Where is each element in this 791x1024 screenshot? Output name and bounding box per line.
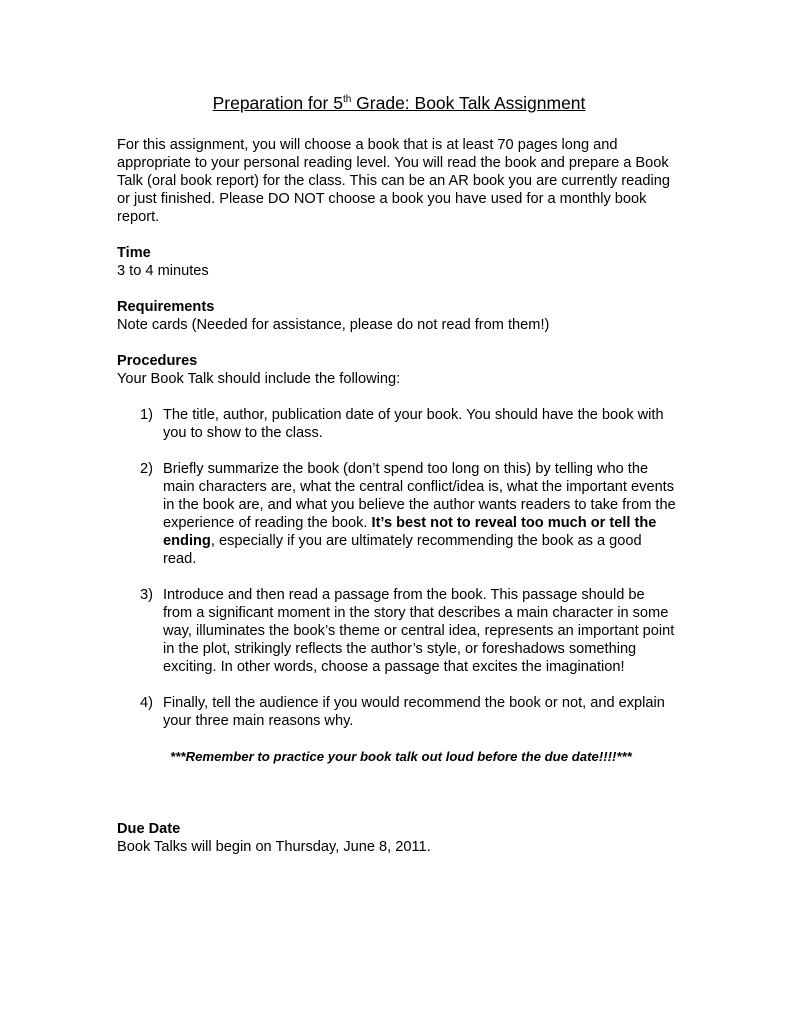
procedures-heading: Procedures bbox=[117, 353, 198, 369]
list-item bbox=[117, 460, 677, 568]
title-superscript: th bbox=[342, 94, 352, 106]
list-item-number: 2) bbox=[140, 461, 153, 477]
intro-paragraph: For this assignment, you will choose a book that is at least 70 pages long and appropriate to your personal reading level. You will read the book and prepare a Book Talk (oral book report) for the class. This can be an AR book you are currently reading or just finished. Please DO NOT choose a book you have used for a monthly book report. bbox=[117, 137, 670, 225]
requirements-text: Note cards (Needed for assistance, please do not read from them!) bbox=[117, 317, 550, 333]
page-title bbox=[117, 92, 677, 114]
time-text: 3 to 4 minutes bbox=[117, 263, 209, 279]
procedures-list bbox=[117, 406, 677, 730]
due-date-text: Book Talks will begin on Thursday, June 8, 2011. bbox=[117, 839, 431, 855]
assignment-page bbox=[117, 92, 677, 856]
reminder-note: ***Remember to practice your book talk out loud before the due date!!!!*** bbox=[170, 749, 632, 764]
list-item-text: Introduce and then read a passage from the book. This passage should be from a significant moment in the story that describes a main character in some way, illuminates the book’s theme or central idea, represents an important point in the plot, strikingly reflects the author’s style, or foreshadows something exciting. In other words, choose a passage that excites the imagination! bbox=[163, 587, 675, 675]
list-item-bold-text: It’s best not to reveal too much or tell the ending bbox=[163, 515, 657, 549]
requirements-heading: Requirements bbox=[117, 299, 215, 315]
title-suffix: Grade: Book Talk Assignment bbox=[351, 93, 586, 113]
list-item-text: Finally, tell the audience if you would recommend the book or not, and explain your three main reasons why. bbox=[163, 695, 665, 729]
due-date-heading: Due Date bbox=[117, 821, 181, 837]
list-item-text-after: , especially if you are ultimately recommending the book as a good read. bbox=[163, 533, 642, 567]
list-item bbox=[117, 406, 677, 442]
list-item-text: Briefly summarize the book (don’t spend too long on this) by telling who the main characters are, what the central conflict/idea is, what the important events in the book are, and what you believe the author wants readers to take from the experience of reading the book. bbox=[163, 461, 676, 531]
list-item bbox=[117, 586, 677, 676]
title-prefix: Preparation for 5 bbox=[212, 93, 343, 113]
list-item-number: 1) bbox=[140, 407, 153, 423]
list-item-number: 3) bbox=[140, 587, 153, 603]
list-item bbox=[117, 694, 677, 730]
time-heading: Time bbox=[117, 245, 151, 261]
list-item-text: The title, author, publication date of your book. You should have the book with you to show to the class. bbox=[163, 407, 664, 441]
list-item-number: 4) bbox=[140, 695, 153, 711]
procedures-intro: Your Book Talk should include the following: bbox=[117, 371, 401, 387]
